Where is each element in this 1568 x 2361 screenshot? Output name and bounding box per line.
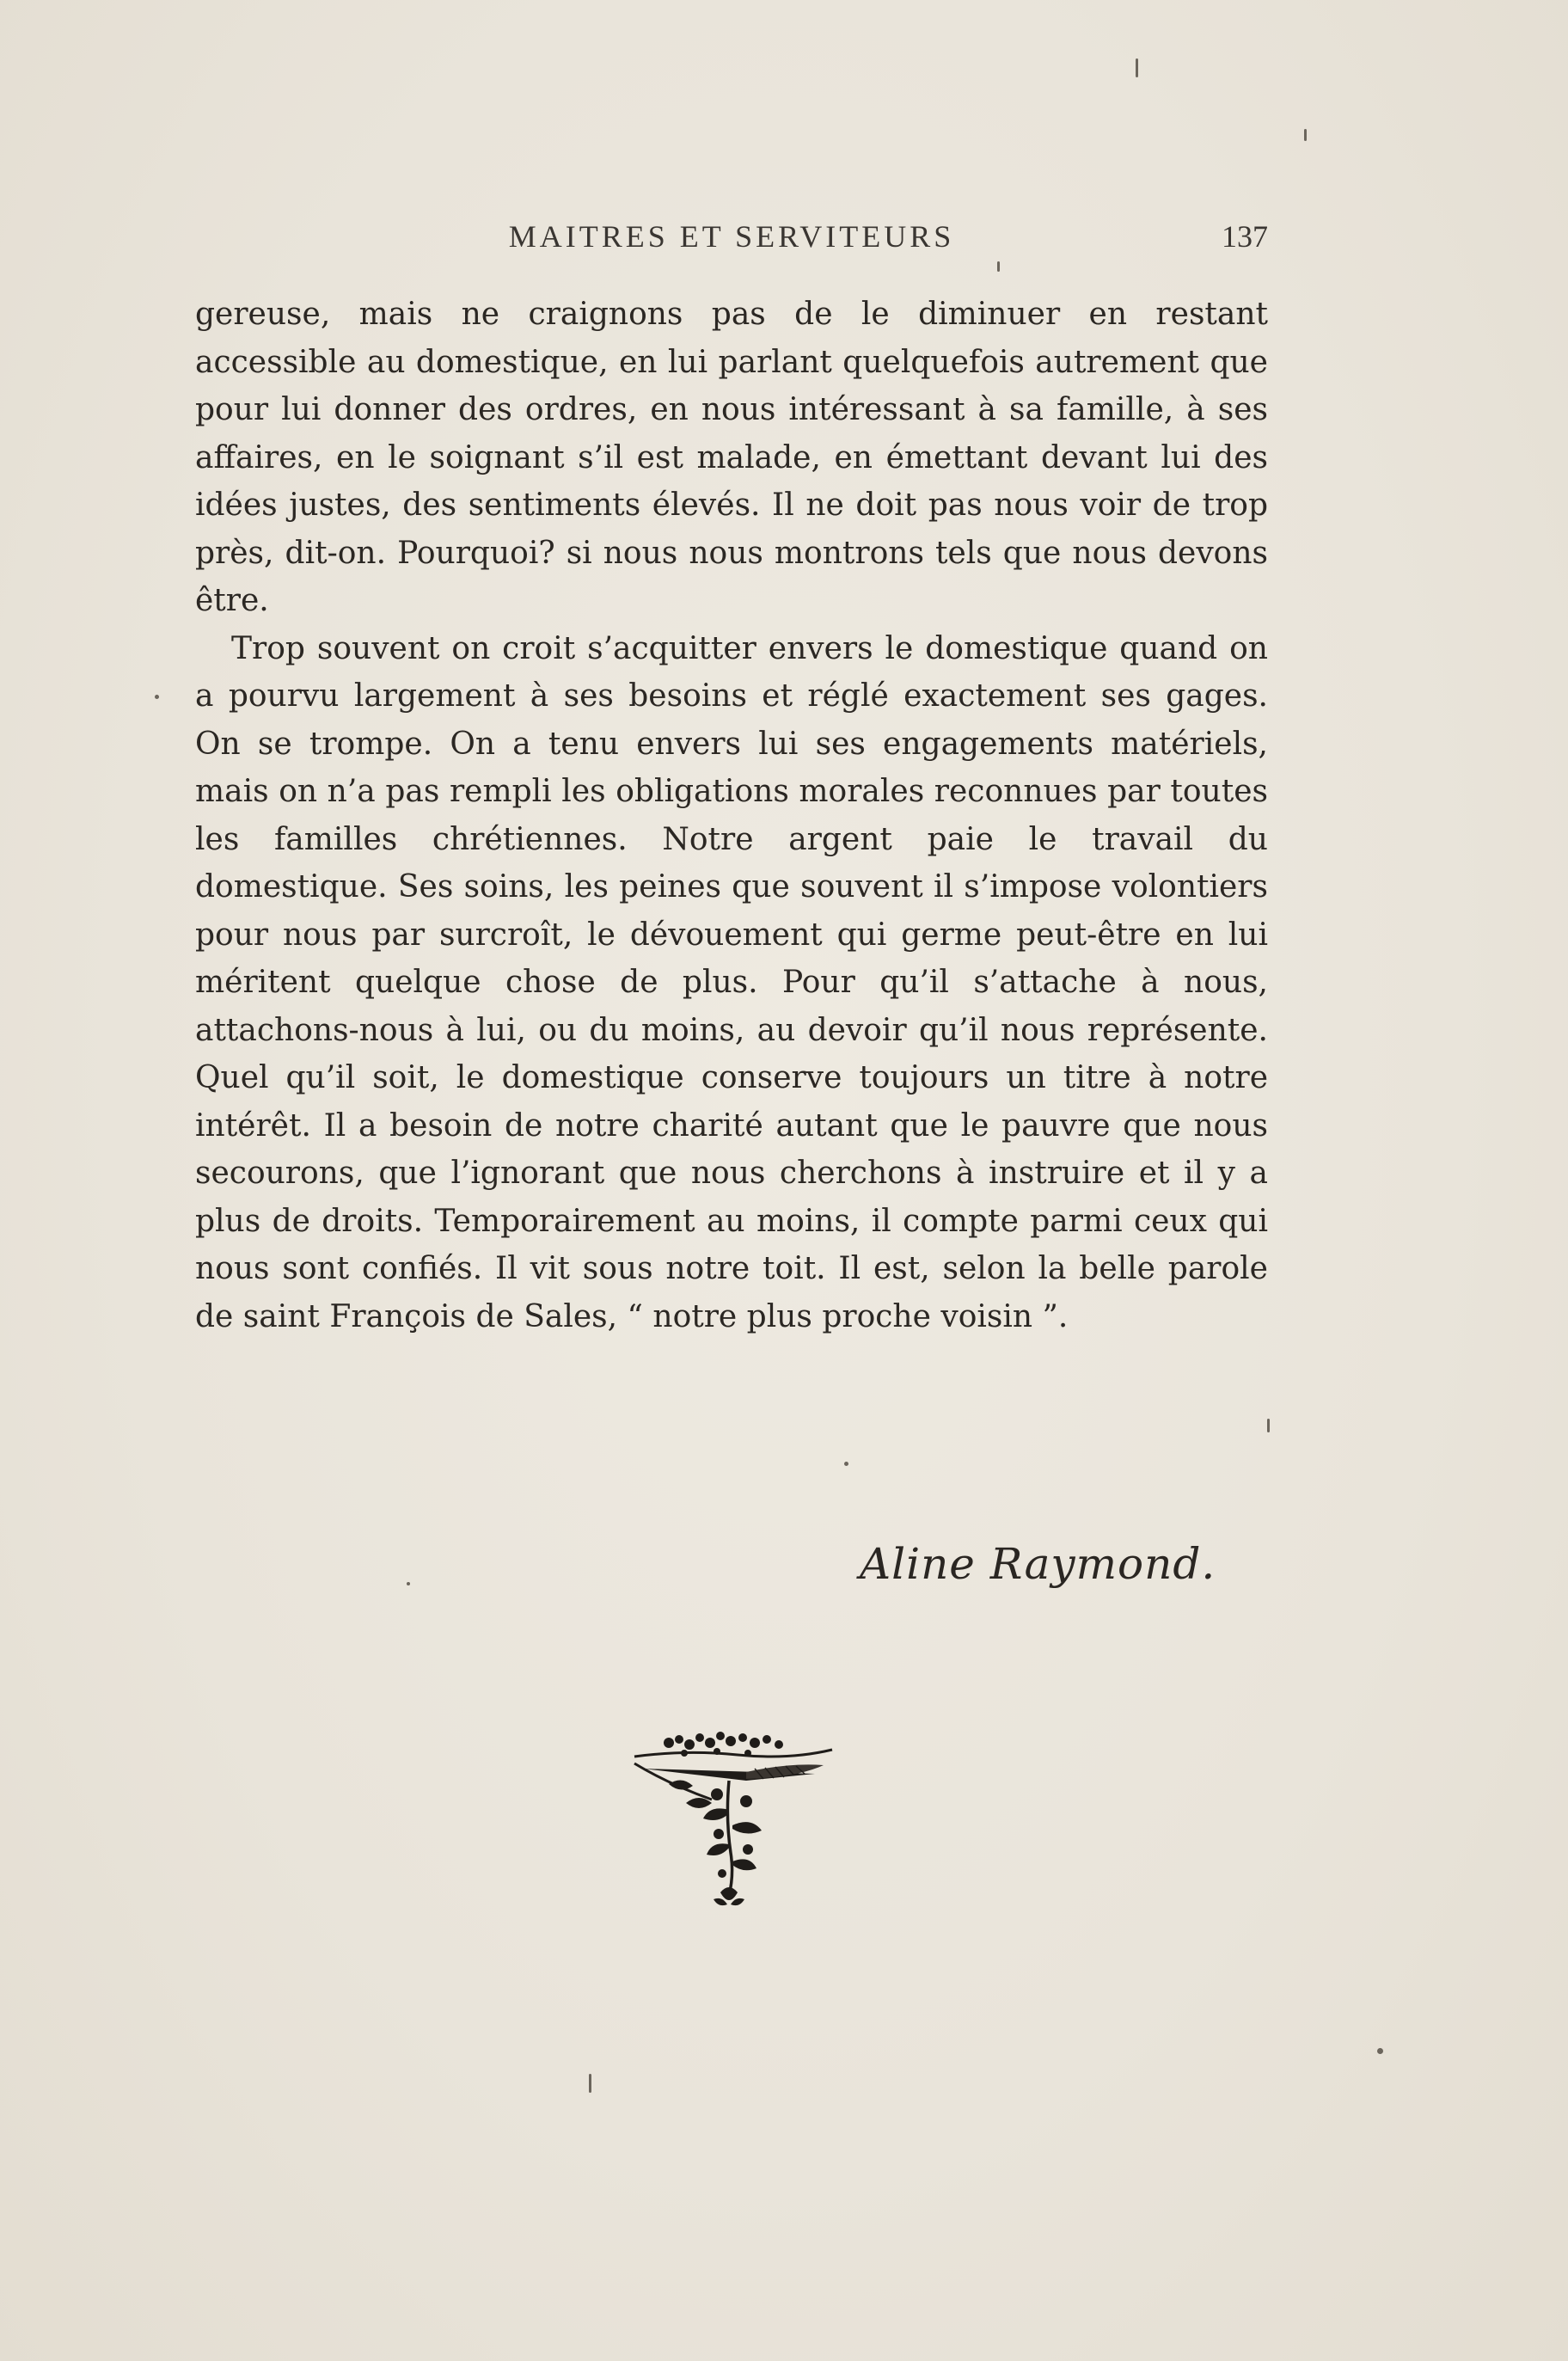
floral-fleuron-icon: [617, 1724, 849, 1913]
author-signature: [860, 1539, 1221, 1616]
running-head: [195, 215, 1268, 258]
body-text: [195, 291, 1268, 1340]
paragraph-1: gereuse, mais ne craignons pas de le diminuer en restant accessible au domestique, en lui parlant quelquefois autrement que pour lui donner des ordres, en nous intéressant à sa famille, à ses affaires, en le soignant s’il est malade, en émettant devant lui des idées justes, des sentiments élevés. Il ne doit pas nous voir de trop près, dit-on. Pourquoi? si nous nous montrons tels que nous devons être.: [195, 297, 1268, 618]
page-number: 137: [1222, 219, 1268, 254]
paragraph-2: Trop souvent on croit s’acquitter envers le domestique quand on a pourvu largement à ses besoins et réglé exactement ses gages. On se trompe. On a tenu envers lui ses engagements matériels, mais on n’a pas rempli les obligations morales reconnues par toutes les familles chrétiennes. Notre argent paie le travail du domestique. Ses soins, les peines que souvent il s’impose volontiers pour nous par surcroît, le dévouement qui germe peut-être en lui méritent quelque chose de plus. Pour qu’il s’attache à nous, attachons-nous à lui, ou du moins, au devoir qu’il nous représente. Quel qu’il soit, le domestique conserve toujours un titre à notre intérêt. Il a besoin de notre charité autant que le pauvre que nous secourons, que l’ignorant que nous cherchons à instruire et il y a plus de droits. Temporairement au moins, il compte parmi ceux qui nous sont confiés. Il vit sous notre toit. Il est, selon la belle parole de saint François de Sales, “ notre plus proche voisin ”.: [195, 630, 1268, 1334]
running-title: MAITRES ET SERVITEURS: [508, 219, 955, 254]
signature-text: Aline Raymond.: [860, 1539, 1216, 1589]
